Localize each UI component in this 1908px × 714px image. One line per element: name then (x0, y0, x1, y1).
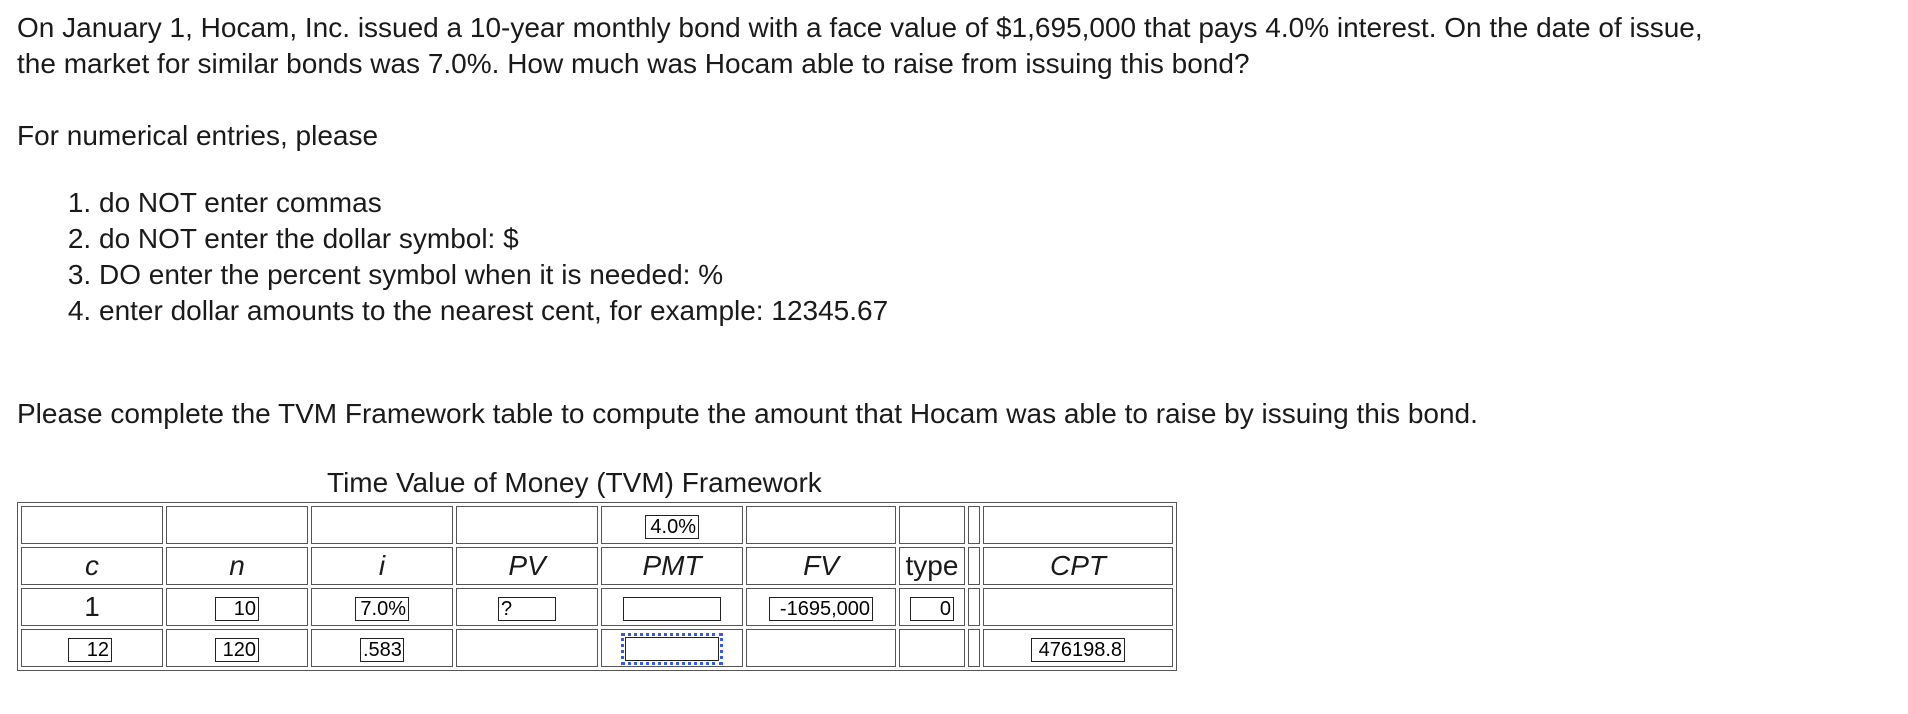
header-i: i (311, 547, 453, 585)
n-years-input[interactable] (215, 597, 259, 621)
rule-item: 1. do NOT enter commas (99, 185, 1892, 221)
row2-c-cell (21, 629, 163, 667)
top-cell-pv (456, 506, 598, 544)
row2-spacer (968, 629, 980, 667)
task-text: Please complete the TVM Framework table to compute the amount that Hocam was able to raise by issuing this bond. (17, 398, 1478, 429)
header-cpt: CPT (983, 547, 1173, 585)
top-cell-cpt (983, 506, 1173, 544)
top-cell-c (21, 506, 163, 544)
header-type: type (899, 547, 965, 585)
table-row (21, 506, 1173, 544)
top-cell-fv (746, 506, 896, 544)
header-c: c (21, 547, 163, 585)
top-cell-n (166, 506, 308, 544)
row2-n-cell (166, 629, 308, 667)
row1-i-cell (311, 588, 453, 626)
table-caption: Time Value of Money (TVM) Framework (327, 467, 822, 498)
pv-input[interactable] (498, 597, 556, 621)
row2-pmt-cell (601, 629, 743, 667)
row2-pv-cell (456, 629, 598, 667)
row1-n-cell (166, 588, 308, 626)
tvm-framework-table (17, 502, 1177, 671)
header-pv: PV (456, 547, 598, 585)
question-line-1: On January 1, Hocam, Inc. issued a 10-year monthly bond with a face value of $1,695,000 that pays 4.0% interest. On the date of issue, (17, 12, 1703, 43)
periodic-rate-input[interactable] (360, 638, 404, 662)
row1-fv-cell (746, 588, 896, 626)
row2-cpt-cell (983, 629, 1173, 667)
header-n: n (166, 547, 308, 585)
table-row (21, 629, 1173, 667)
row1-spacer (968, 588, 980, 626)
rule-item: 4. enter dollar amounts to the nearest cent, for example: 12345.67 (99, 293, 1892, 329)
periodic-pmt-input[interactable] (625, 637, 719, 661)
question-line-2: the market for similar bonds was 7.0%. How much was Hocam able to raise from issuing this bond? (17, 48, 1250, 79)
type-input[interactable] (910, 597, 954, 621)
row1-pmt-cell (601, 588, 743, 626)
rule-item: 3. DO enter the percent symbol when it is needed: % (99, 257, 1892, 293)
table-row (21, 547, 1173, 585)
row1-type-cell (899, 588, 965, 626)
row1-c: 1 (21, 588, 163, 626)
focused-input-outline (621, 633, 723, 665)
rule-item: 2. do NOT enter the dollar symbol: $ (99, 221, 1892, 257)
coupon-rate-input[interactable] (645, 515, 699, 539)
fv-input[interactable] (769, 597, 873, 621)
row2-fv-cell (746, 629, 896, 667)
question-text (17, 10, 1892, 82)
top-cell-spacer (968, 506, 980, 544)
header-spacer (968, 547, 980, 585)
row1-pv-cell (456, 588, 598, 626)
top-cell-pmt (601, 506, 743, 544)
table-row (21, 588, 1173, 626)
top-cell-type (899, 506, 965, 544)
top-cell-i (311, 506, 453, 544)
row1-cpt-cell (983, 588, 1173, 626)
header-pmt: PMT (601, 547, 743, 585)
cpt-result-input[interactable] (1031, 638, 1125, 662)
compounding-input[interactable] (68, 638, 112, 662)
header-fv: FV (746, 547, 896, 585)
row2-type-cell (899, 629, 965, 667)
n-periods-input[interactable] (215, 638, 259, 662)
instructions-intro: For numerical entries, please (17, 120, 379, 151)
pmt-input[interactable] (623, 597, 721, 621)
instructions-list (17, 185, 1892, 329)
annual-rate-input[interactable] (355, 597, 409, 621)
row2-i-cell (311, 629, 453, 667)
